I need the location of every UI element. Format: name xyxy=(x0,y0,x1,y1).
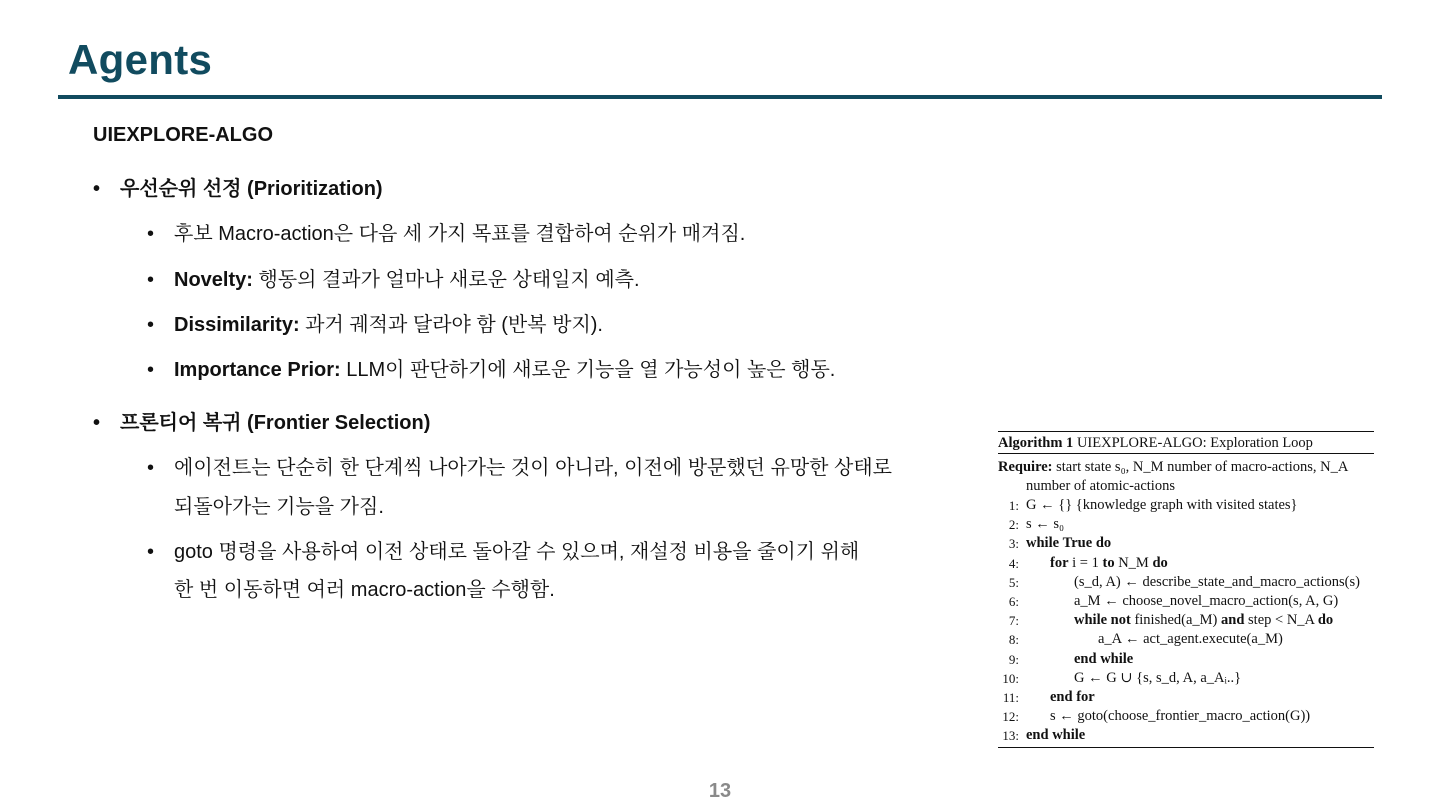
algorithm-line xyxy=(998,669,1374,688)
bullet-item xyxy=(147,450,893,486)
algorithm-line-number: 10: xyxy=(1002,670,1019,686)
require-label: Require: xyxy=(998,459,1053,475)
algorithm-line-code: while not finished(a_M) and step < N_A do xyxy=(1074,612,1334,629)
algorithm-line-code: s ← goto(choose_frontier_macro_action(G)) xyxy=(1050,708,1311,725)
algorithm-line-number: 4: xyxy=(1008,555,1019,571)
bullet-item-novelty xyxy=(147,262,640,298)
bullet-item xyxy=(147,534,860,570)
title-underline xyxy=(58,95,1382,99)
slide-subtitle: UIEXPLORE-ALGO xyxy=(93,124,274,146)
algorithm-line-code: a_A ← act_agent.execute(a_M) xyxy=(1098,631,1283,648)
algorithm-box xyxy=(998,431,1374,748)
algorithm-line-code: while True do xyxy=(1026,535,1112,552)
algorithm-line-number: 2: xyxy=(1008,517,1019,533)
bullet-text-line: 되돌아가는 기능을 가짐. xyxy=(174,496,384,518)
slide-title: Agents xyxy=(68,36,213,83)
algorithm-line xyxy=(998,592,1374,611)
algorithm-title: UIEXPLORE-ALGO: Exploration Loop xyxy=(1076,435,1313,451)
algorithm-lines xyxy=(998,496,1374,747)
algorithm-line xyxy=(998,534,1374,553)
bullet-term: Dissimilarity: xyxy=(174,314,300,336)
bullet-icon: • xyxy=(93,412,101,434)
algorithm-line-code: G ← {} {knowledge graph with visited states} xyxy=(1026,497,1298,513)
bullet-icon: • xyxy=(147,359,155,381)
algorithm-line-number: 9: xyxy=(1008,651,1019,667)
bullet-text-line: 한 번 이동하면 여러 macro-action을 수행함. xyxy=(174,579,555,601)
algorithm-line-code: end for xyxy=(1050,688,1095,705)
bullet-text: 행동의 결과가 얼마나 새로운 상태일지 예측. xyxy=(252,269,640,291)
algorithm-require xyxy=(998,454,1374,496)
algorithm-line-number: 8: xyxy=(1008,632,1019,648)
bullet-item-importance-prior xyxy=(147,352,836,388)
bullet-item-continuation xyxy=(174,572,555,608)
bullet-item-dissimilarity xyxy=(147,307,603,343)
section-heading-text: 우선순위 선정 (Prioritization) xyxy=(120,178,383,200)
page-number: 13 xyxy=(708,780,732,802)
algorithm-line-number: 13: xyxy=(1002,728,1019,744)
algorithm-line-number: 1: xyxy=(1008,498,1019,513)
algorithm-line-number: 3: xyxy=(1008,536,1019,552)
require-text-continuation: number of atomic-actions xyxy=(1026,478,1175,494)
algorithm-line-code: end while xyxy=(1074,650,1134,667)
algorithm-line xyxy=(998,726,1374,745)
bullet-term: Novelty: xyxy=(174,269,253,291)
algorithm-line xyxy=(998,573,1374,592)
bullet-icon: • xyxy=(147,457,155,479)
bullet-icon: • xyxy=(93,178,101,200)
algorithm-line-code: G ← G ∪ {s, s_d, A, a_Aᵢ..} xyxy=(1074,669,1242,686)
bullet-text: 후보 Macro-action은 다음 세 가지 목표를 결합하여 순위가 매겨짐. xyxy=(174,223,746,245)
bullet-text-line: 에이전트는 단순히 한 단계씩 나아가는 것이 아니라, 이전에 방문했던 유망한 상태로 xyxy=(174,457,893,479)
bullet-text-line: goto 명령을 사용하여 이전 상태로 돌아갈 수 있으며, 재설정 비용을 줄이기 위해 xyxy=(174,541,860,563)
algorithm-line-code: a_M ← choose_novel_macro_action(s, A, G) xyxy=(1074,592,1339,609)
algorithm-line-code: s ← s₀ xyxy=(1026,516,1065,533)
algorithm-line-number: 12: xyxy=(1002,709,1019,725)
algorithm-line xyxy=(998,515,1374,534)
algorithm-line xyxy=(998,707,1374,726)
bullet-item-continuation xyxy=(174,489,384,525)
section-heading-prioritization xyxy=(93,171,383,207)
algorithm-line xyxy=(998,688,1374,707)
bullet-item xyxy=(147,216,746,252)
bullet-text: LLM이 판단하기에 새로운 기능을 열 가능성이 높은 행동. xyxy=(340,359,836,381)
algorithm-label: Algorithm 1 xyxy=(998,435,1074,451)
algorithm-line xyxy=(998,650,1374,669)
algorithm-line-code: (s_d, A) ← describe_state_and_macro_actions(s) xyxy=(1074,573,1360,590)
algorithm-line xyxy=(998,630,1374,649)
algorithm-line xyxy=(998,611,1374,630)
algorithm-line-number: 6: xyxy=(1008,593,1019,609)
algorithm-line xyxy=(998,496,1374,515)
algorithm-line-code: for i = 1 to N_M do xyxy=(1050,554,1168,571)
algorithm-line-number: 7: xyxy=(1008,613,1019,629)
algorithm-line-number: 5: xyxy=(1008,574,1019,590)
algorithm-bottom-rule xyxy=(998,747,1374,748)
algorithm-header xyxy=(998,432,1374,453)
section-heading-text: 프론티어 복귀 (Frontier Selection) xyxy=(120,412,431,434)
algorithm-line xyxy=(998,554,1374,573)
bullet-term: Importance Prior: xyxy=(174,359,341,381)
algorithm-line-code: end while xyxy=(1026,727,1086,744)
algorithm-line-number: 11: xyxy=(1002,689,1019,705)
bullet-icon: • xyxy=(147,541,155,563)
section-heading-frontier xyxy=(93,405,431,441)
bullet-text: 과거 궤적과 달라야 함 (반복 방지). xyxy=(299,314,603,336)
bullet-icon: • xyxy=(147,314,155,336)
require-text: start state s₀, N_M number of macro-actions, N_A xyxy=(1056,459,1349,475)
bullet-icon: • xyxy=(147,223,155,245)
bullet-icon: • xyxy=(147,269,155,291)
